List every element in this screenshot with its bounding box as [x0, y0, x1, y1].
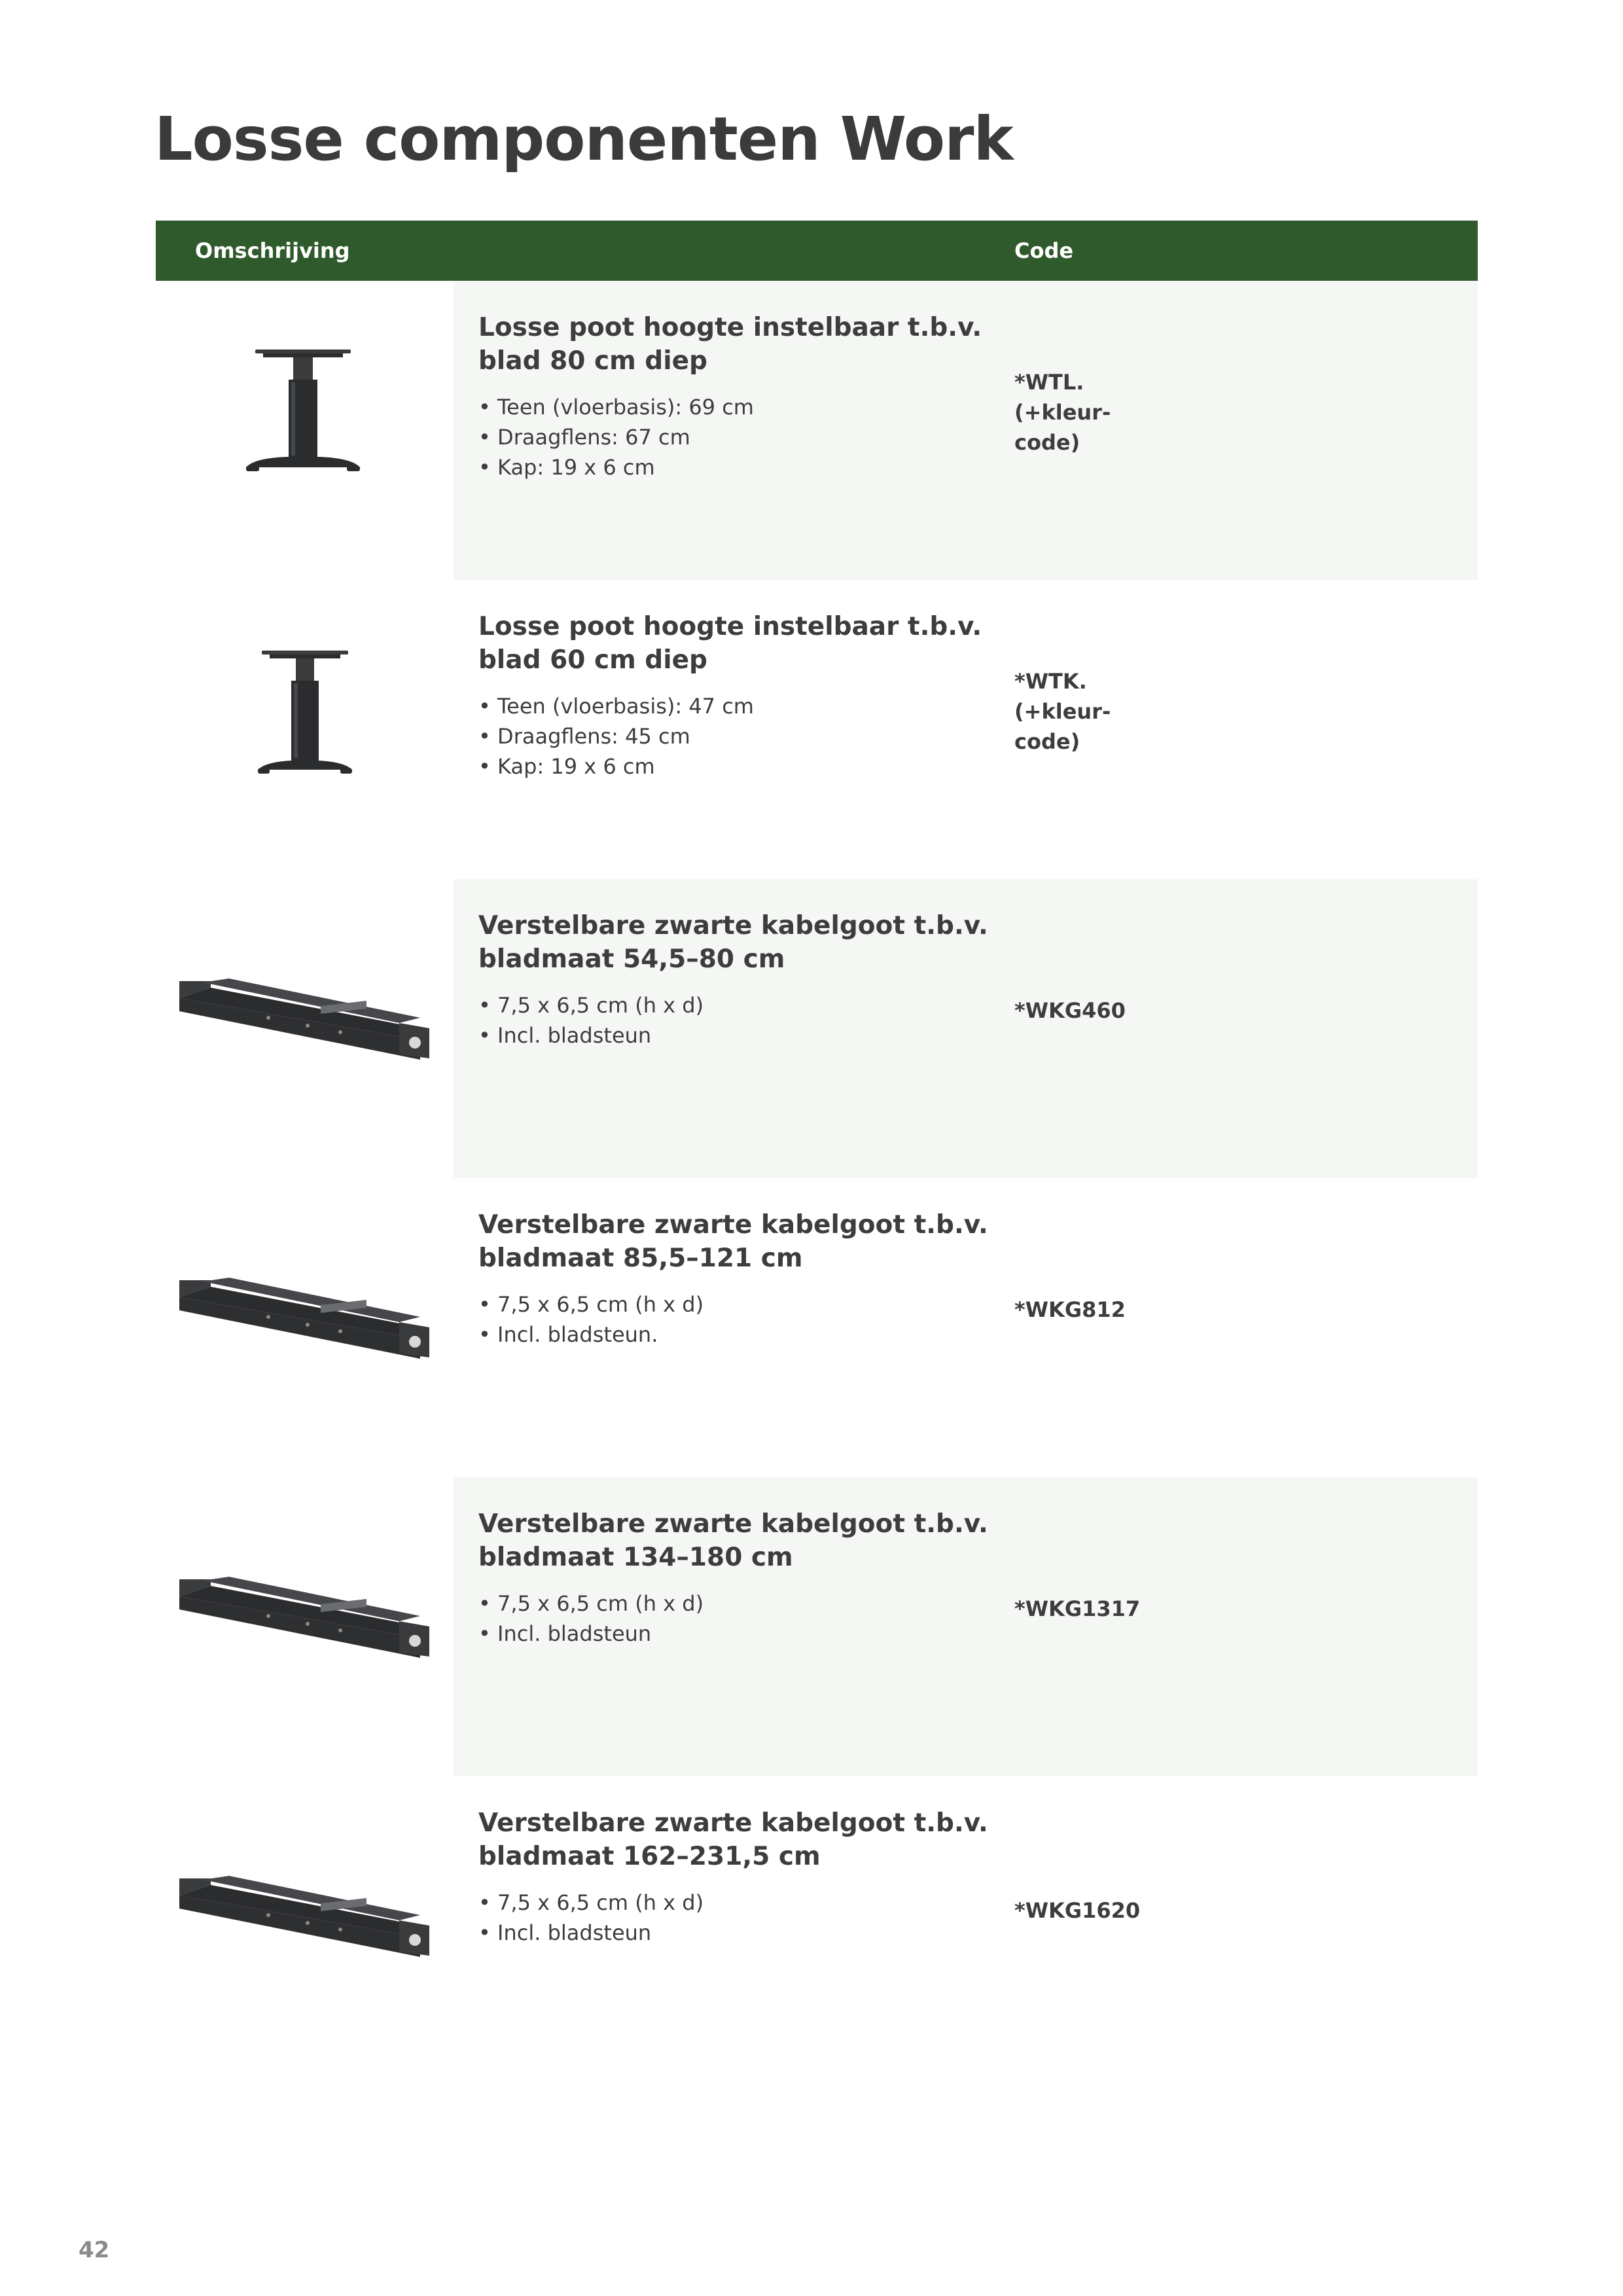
- spec-item: • Kap: 19 x 6 cm: [478, 751, 989, 781]
- table-row: [156, 580, 1478, 879]
- spec-item: • Incl. bladsteun: [478, 1020, 989, 1050]
- product-title-line-2: bladmaat 134–180 cm: [478, 1543, 793, 1572]
- product-title-line-1: Verstelbare zwarte kabelgoot t.b.v.: [478, 1808, 988, 1838]
- cable-tray-icon: [177, 1276, 432, 1361]
- product-title-line-1: Losse poot hoogte instelbaar t.b.v.: [478, 313, 982, 342]
- product-code: [1014, 1895, 1185, 1926]
- product-title-line-1: Losse poot hoogte instelbaar t.b.v.: [478, 612, 982, 641]
- table-row: [156, 1477, 1478, 1776]
- spec-item: • Incl. bladsteun: [478, 1619, 989, 1649]
- product-title: [478, 610, 989, 677]
- table-leg-icon: [253, 651, 357, 778]
- code-line: (+kleur-: [1014, 400, 1111, 425]
- code-line: code): [1014, 729, 1080, 754]
- table-row: [156, 1178, 1478, 1477]
- spec-item: • Incl. bladsteun.: [478, 1319, 989, 1350]
- table-row: [156, 281, 1478, 580]
- spec-item: • Teen (vloerbasis): 69 cm: [478, 392, 989, 422]
- product-code: [1014, 1295, 1185, 1325]
- product-title: [478, 1507, 989, 1574]
- table-header: [156, 221, 1478, 281]
- product-code: [1014, 1594, 1185, 1624]
- product-title-line-2: bladmaat 85,5–121 cm: [478, 1244, 803, 1273]
- product-title-line-2: bladmaat 162–231,5 cm: [478, 1842, 821, 1871]
- spec-item: • 7,5 x 6,5 cm (h x d): [478, 1289, 989, 1319]
- code-line: *WKG460: [1014, 998, 1126, 1023]
- product-image-cell: [156, 879, 454, 1178]
- product-description: [478, 1507, 989, 1649]
- spec-list: [478, 1289, 989, 1350]
- product-image-cell: [156, 1776, 454, 2075]
- product-title-line-2: blad 60 cm diep: [478, 645, 707, 675]
- product-description: [478, 311, 989, 482]
- code-line: code): [1014, 430, 1080, 455]
- product-description: [478, 1806, 989, 1948]
- spec-item: • Draagflens: 45 cm: [478, 721, 989, 751]
- code-line: *WTK.: [1014, 669, 1087, 694]
- product-title-line-2: bladmaat 54,5–80 cm: [478, 944, 785, 974]
- product-image-cell: [156, 1178, 454, 1477]
- table-row: [156, 879, 1478, 1178]
- spec-list: [478, 1588, 989, 1649]
- spec-list: [478, 990, 989, 1050]
- spec-item: • Kap: 19 x 6 cm: [478, 452, 989, 482]
- spec-list: [478, 1888, 989, 1948]
- code-line: *WKG1620: [1014, 1898, 1141, 1923]
- header-description: Omschrijving: [195, 238, 350, 263]
- cable-tray-icon: [177, 977, 432, 1062]
- product-title: [478, 1208, 989, 1275]
- code-line: *WKG1317: [1014, 1596, 1141, 1621]
- product-description: [478, 1208, 989, 1350]
- spec-item: • 7,5 x 6,5 cm (h x d): [478, 990, 989, 1020]
- product-description: [478, 610, 989, 781]
- page-title: Losse componenten Work: [154, 104, 1013, 174]
- product-code: [1014, 367, 1185, 457]
- spec-item: • Teen (vloerbasis): 47 cm: [478, 691, 989, 721]
- code-line: *WTL.: [1014, 370, 1084, 395]
- product-title: [478, 909, 989, 976]
- header-code: Code: [1014, 238, 1074, 263]
- product-title-line-1: Verstelbare zwarte kabelgoot t.b.v.: [478, 911, 988, 941]
- cable-tray-icon: [177, 1575, 432, 1660]
- product-title-line-1: Verstelbare zwarte kabelgoot t.b.v.: [478, 1509, 988, 1539]
- product-image-cell: [156, 580, 454, 879]
- code-line: (+kleur-: [1014, 699, 1111, 724]
- spec-item: • Incl. bladsteun: [478, 1918, 989, 1948]
- product-title-line-1: Verstelbare zwarte kabelgoot t.b.v.: [478, 1210, 988, 1240]
- product-table: [156, 281, 1478, 2075]
- product-code: [1014, 996, 1185, 1026]
- cable-tray-icon: [177, 1874, 432, 1960]
- table-leg-icon: [241, 350, 365, 477]
- spec-item: • Draagflens: 67 cm: [478, 422, 989, 452]
- product-image-cell: [156, 281, 454, 580]
- spec-list: [478, 392, 989, 482]
- spec-item: • 7,5 x 6,5 cm (h x d): [478, 1888, 989, 1918]
- product-code: [1014, 666, 1185, 757]
- table-row: [156, 1776, 1478, 2075]
- product-title-line-2: blad 80 cm diep: [478, 346, 707, 376]
- product-description: [478, 909, 989, 1050]
- page-number: 42: [79, 2237, 110, 2263]
- spec-item: • 7,5 x 6,5 cm (h x d): [478, 1588, 989, 1619]
- product-title: [478, 311, 989, 378]
- product-title: [478, 1806, 989, 1873]
- code-line: *WKG812: [1014, 1297, 1126, 1322]
- product-image-cell: [156, 1477, 454, 1776]
- spec-list: [478, 691, 989, 781]
